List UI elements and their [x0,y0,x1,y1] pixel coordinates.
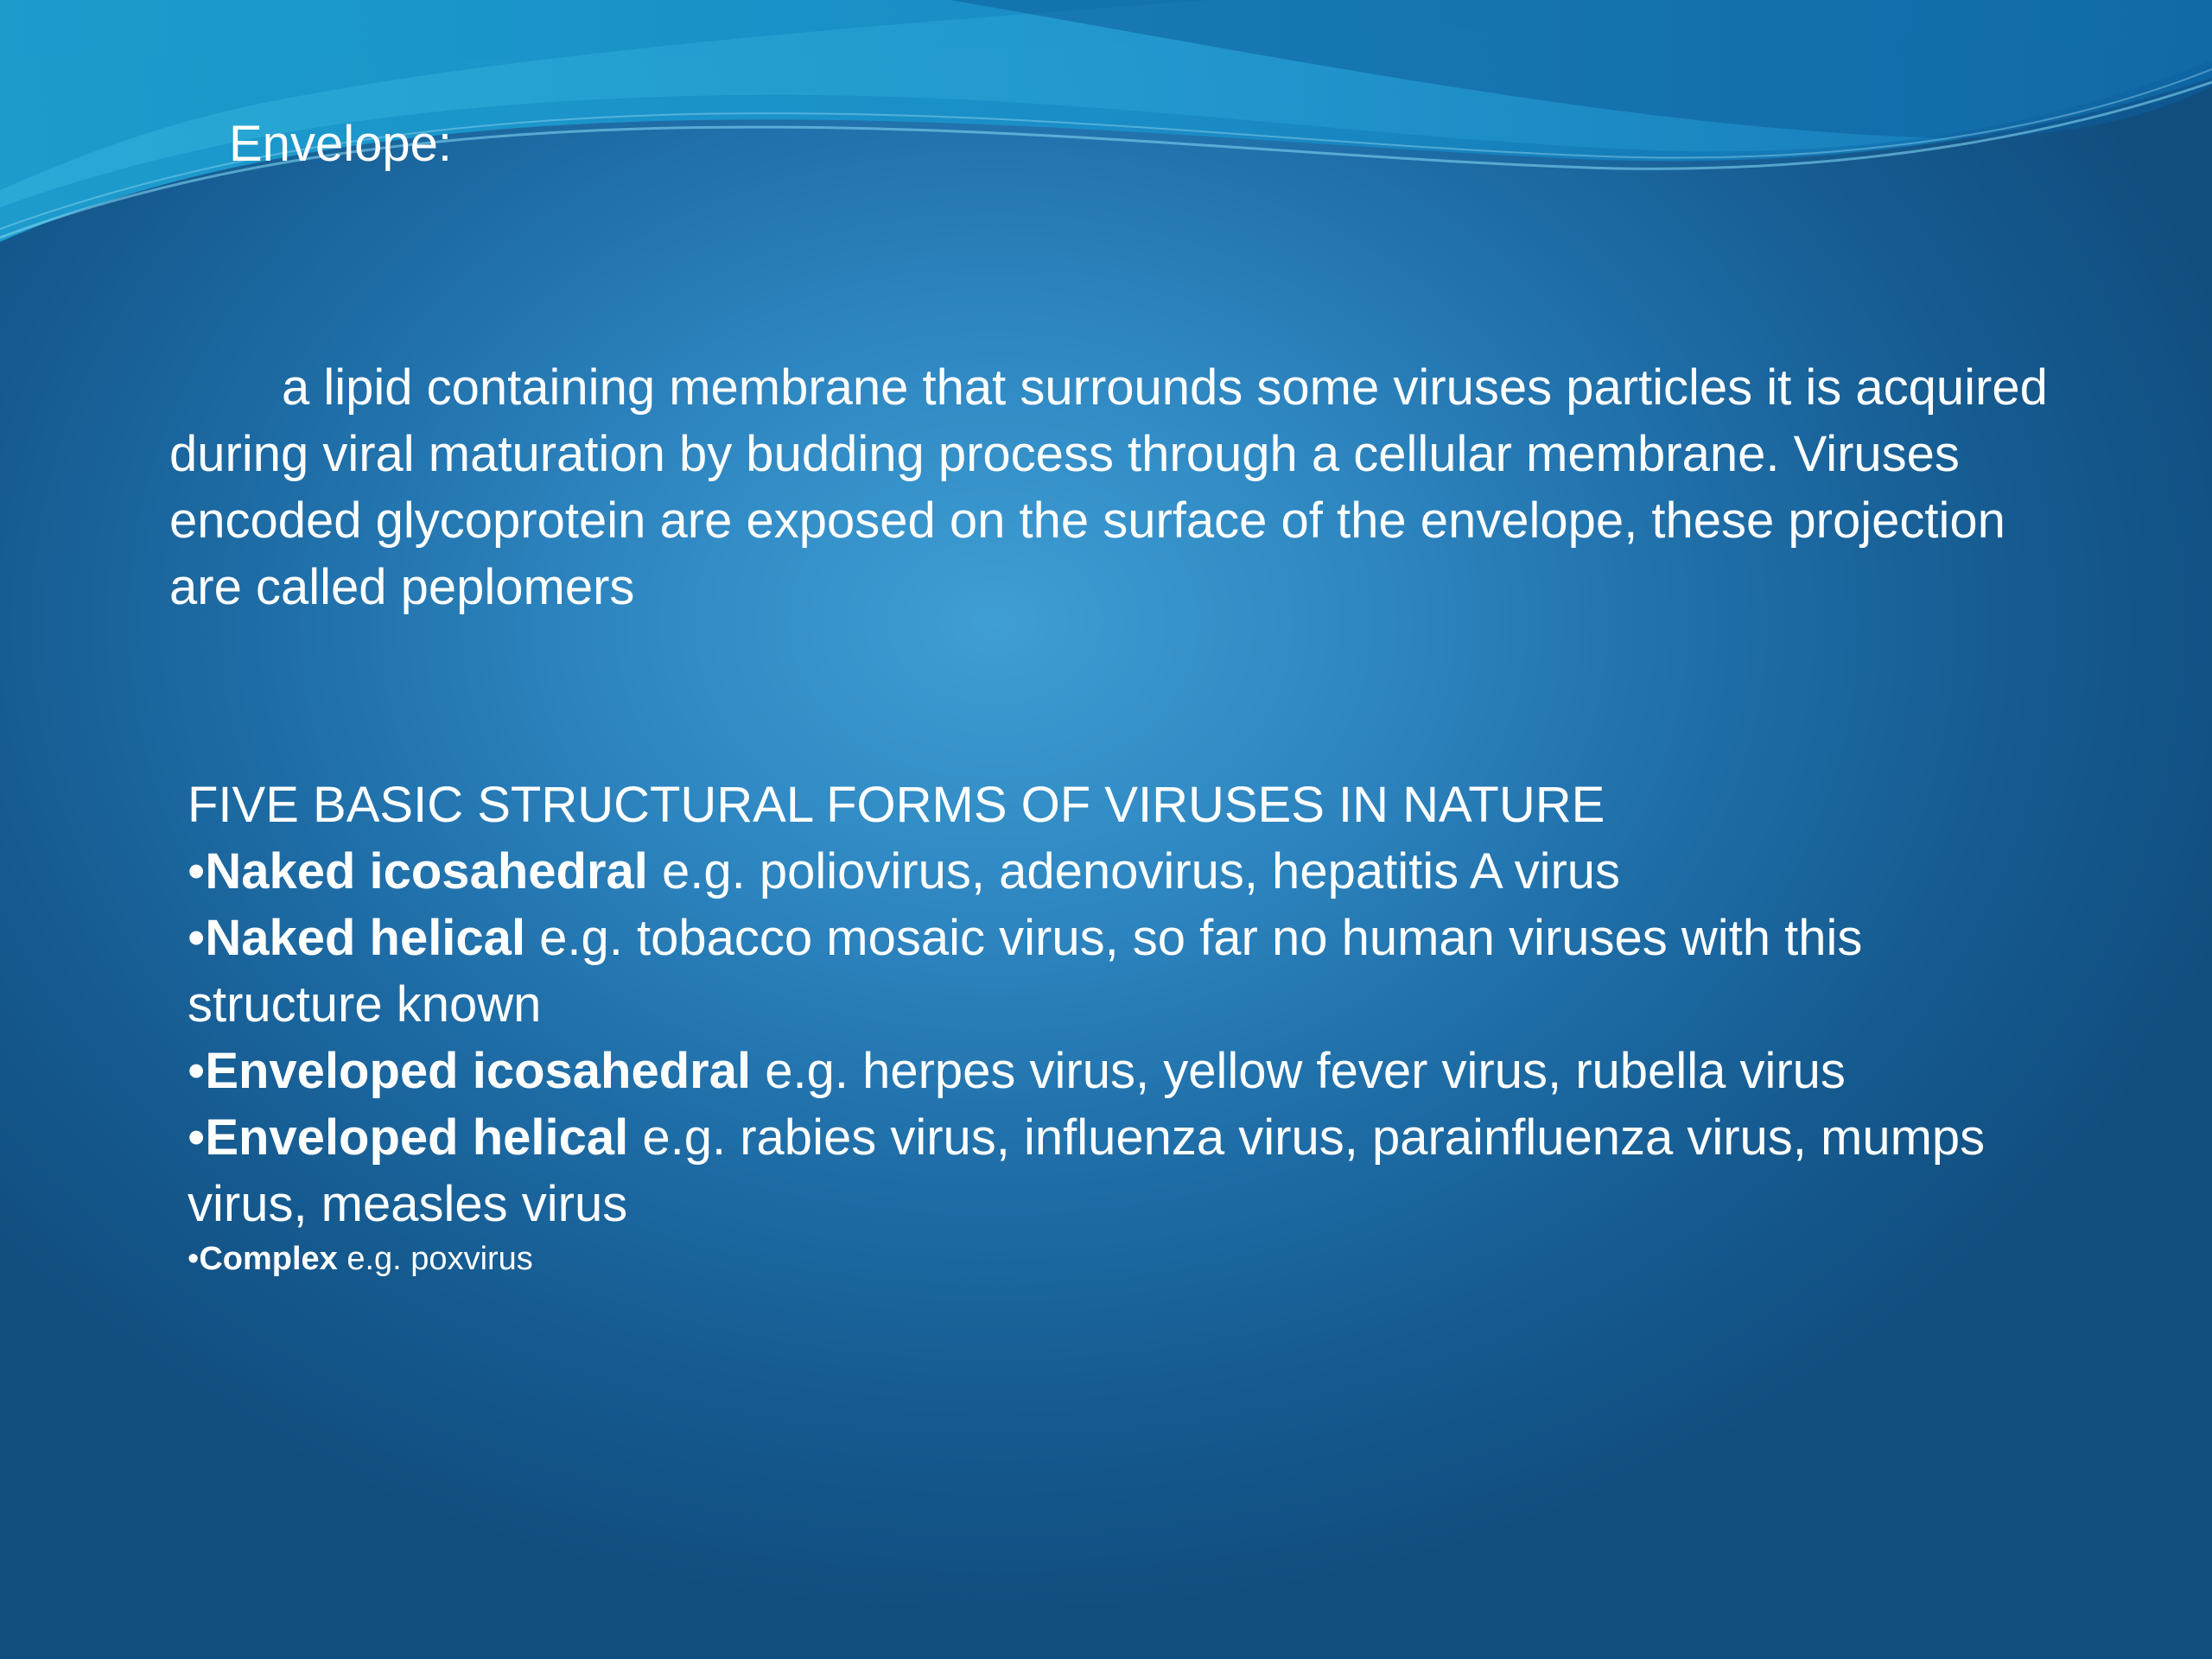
bullet: • [188,843,206,899]
slide-title: Envelope: [229,116,452,172]
form-examples: e.g. poliovirus, adenovirus, hepatitis A virus [647,843,1621,899]
envelope-definition: a lipid containing membrane that surrounds some viruses particles it is acquired during viral maturation by budding process through a cellular membrane. Viruses encoded glycoprotein are exposed on the surface of the envelope, these projection are called peplomers [169,359,2048,615]
bullet: • [188,1109,206,1166]
bullet: • [188,910,206,966]
form-name: Enveloped icosahedral [205,1043,752,1099]
form-item-complex [188,1237,2019,1281]
form-name: Naked icosahedral [205,843,648,899]
form-examples: e.g. rabies virus, influenza virus, parainfluenza virus, mumps virus, measles virus [188,1109,1986,1232]
form-examples: e.g. tobacco mosaic virus, so far no human viruses with this structure known [188,910,1863,1033]
structural-forms-section [188,772,2019,1281]
forms-heading: FIVE BASIC STRUCTURAL FORMS OF VIRUSES IN NATURE [188,777,1605,833]
form-name: Enveloped helical [205,1109,629,1166]
form-name: Naked helical [205,910,526,966]
form-item-enveloped-helical [188,1104,2019,1237]
form-item-naked-icosahedral [188,838,2019,905]
form-examples: e.g. herpes virus, yellow fever virus, rubella virus [751,1043,1846,1099]
form-item-naked-helical [188,905,2019,1038]
bullet: • [188,1043,206,1099]
bullet: • [188,1241,200,1277]
form-item-enveloped-icosahedral [188,1038,2019,1104]
form-name: Complex [199,1241,338,1277]
form-examples: e.g. poxvirus [337,1241,533,1277]
